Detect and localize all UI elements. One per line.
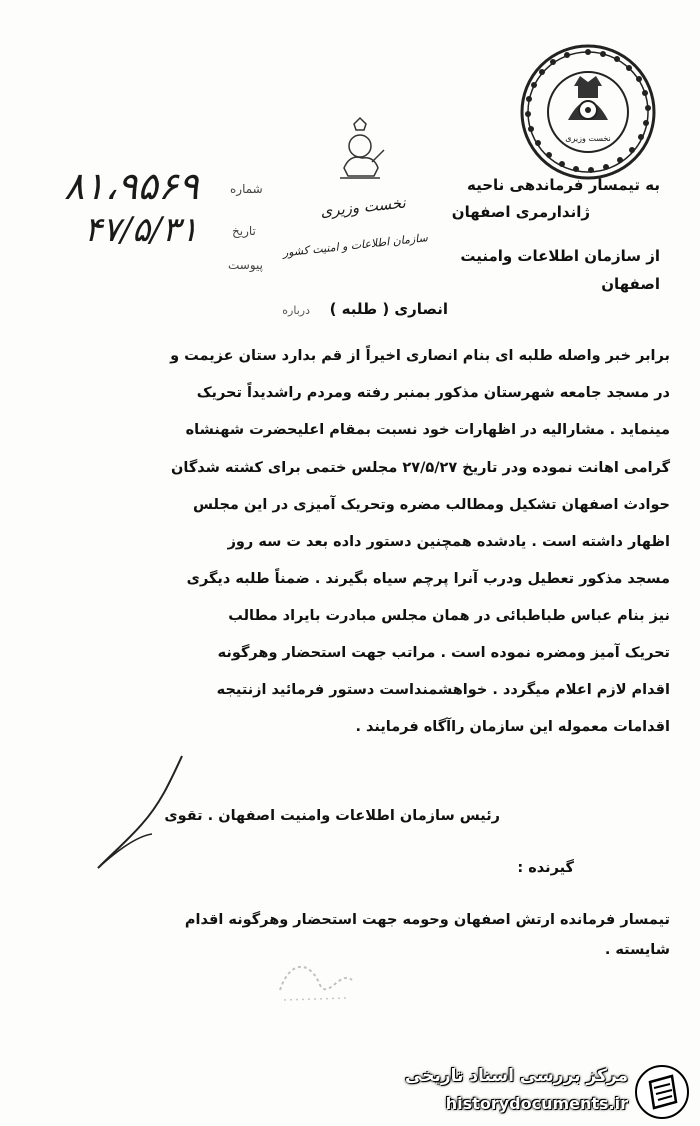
- faint-stamp-mark: [270, 950, 360, 1010]
- stamp-text: نخست وزیری: [565, 134, 611, 143]
- body-line: اقدامات معموله این سازمان راآگاه فرمایند .: [355, 719, 670, 735]
- body-line: تحریک آمیز ومضره نموده است . مراتب جهت استحضار وهرگونه: [217, 645, 670, 661]
- body-line: اظهار داشته است . یادشده همچنین دستور داده بعد ت سه روز: [227, 534, 670, 550]
- body-line: مسجد مذکور تعطیل ودرب آنرا پرچم سیاه بگیرند . ضمناً طلبه دیگری: [186, 571, 670, 587]
- archive-watermark: [405, 1060, 690, 1122]
- archive-title: مرکز بررسی اسناد تاریخی: [405, 1066, 628, 1086]
- body-line: حوادث اصفهان تشکیل ومطالب مضره وتحریک آمیزی در این مجلس: [193, 497, 670, 513]
- recipient-line-1: به تیمسار فرماندهی ناحیه: [467, 176, 660, 194]
- body-line: گرامی اهانت نموده ودر تاریخ ۲۷/۵/۲۷ مجلس ختمی برای کشته شدگان: [171, 460, 670, 476]
- sender-line-2: اصفهان: [601, 275, 660, 293]
- archive-logo-icon: [634, 1064, 690, 1120]
- letter-number: ۸۱،۹۵۶۹: [64, 164, 199, 208]
- subject-label: درباره: [282, 304, 310, 317]
- org-caption: سازمان اطلاعات و امنیت کشور: [282, 231, 429, 260]
- letter-date: ۴۷/۵/۳۱: [84, 210, 199, 250]
- cc-line-1: تیمسار فرمانده ارتش اصفهان وحومه جهت استحضار وهرگونه اقدام: [184, 912, 670, 928]
- attachment-label: پیوست: [228, 258, 263, 272]
- number-label: شماره: [230, 182, 263, 196]
- subject-text: انصاری ( طلبه ): [329, 300, 448, 318]
- body-line: در مسجد جامعه شهرستان مذکور بمنبر رفته ومردم راشدیداً تحریک: [196, 385, 670, 401]
- archive-url: historydocuments.ir: [445, 1094, 628, 1113]
- date-label: تاریخ: [232, 224, 256, 238]
- cc-line-2: شایسته .: [604, 942, 670, 958]
- round-seal-stamp: [518, 42, 658, 182]
- emblem-caption: نخست وزیری: [319, 193, 407, 221]
- body-line: مینماید . مشارالیه در اظهارات خود نسبت بمقام اعلیحضرت شهنشاه: [185, 422, 670, 438]
- cc-label: گیرنده :: [517, 860, 574, 876]
- body-line: نیز بنام عباس طباطبائی در همان مجلس مبادرت بایراد مطالب: [228, 608, 670, 624]
- signature-line: رئیس سازمان اطلاعات وامنیت اصفهان . تقوی: [164, 808, 500, 824]
- body-line: برابر خبر واصله طلبه ای بنام انصاری اخیراً از قم بدارد ستان عزیمت و: [170, 348, 670, 364]
- lion-and-sun-emblem: [330, 116, 390, 186]
- body-line: اقدام لازم اعلام میگردد . خواهشمنداست دستور فرمائید ازنتیجه: [216, 682, 670, 698]
- recipient-line-2: ژاندارمری اصفهان: [451, 203, 590, 221]
- sender-line-1: از سازمان اطلاعات وامنیت: [460, 247, 660, 265]
